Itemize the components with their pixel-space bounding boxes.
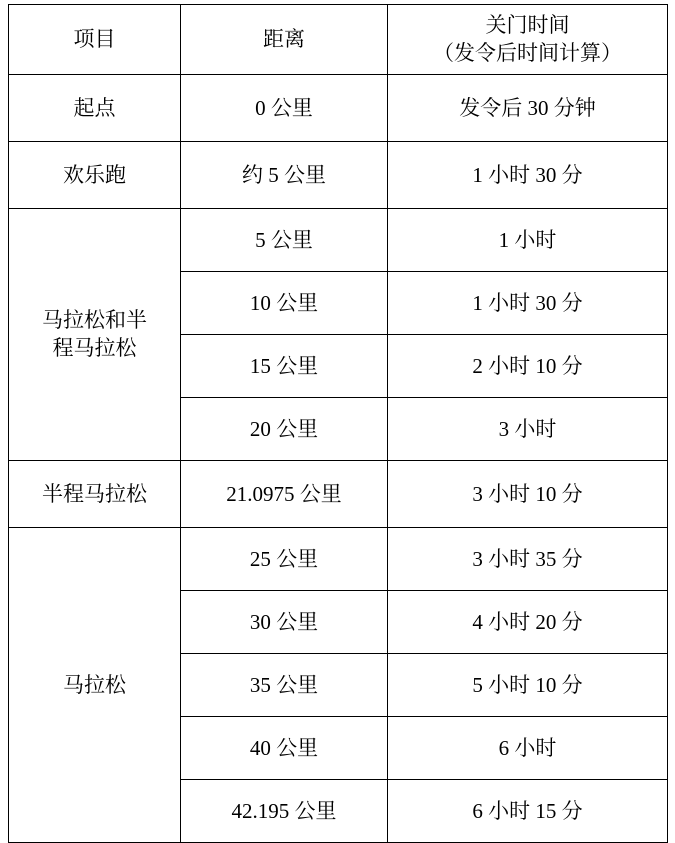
header-distance: 距离: [181, 5, 388, 75]
cell-cutoff-time: 3 小时 35 分: [388, 527, 668, 590]
table-row: [9, 527, 668, 590]
cell-cutoff-time: 1 小时 30 分: [388, 271, 668, 334]
cell-distance: 5 公里: [181, 208, 388, 271]
cell-distance: 15 公里: [181, 334, 388, 397]
cell-item: 起点: [9, 74, 181, 141]
cell-distance: 约 5 公里: [181, 141, 388, 208]
cell-distance: 10 公里: [181, 271, 388, 334]
table-row: [9, 74, 668, 141]
header-cutoff-time: [388, 5, 668, 75]
header-cutoff-time-line1: 关门时间: [485, 13, 570, 37]
cell-cutoff-time: 6 小时: [388, 716, 668, 779]
table-header-row: [9, 5, 668, 75]
cell-cutoff-time: 1 小时: [388, 208, 668, 271]
cell-item-group-marathon-and-half: [9, 208, 181, 460]
table-row: [9, 141, 668, 208]
table-body: [9, 74, 668, 842]
cell-distance: 42.195 公里: [181, 779, 388, 842]
cell-distance: 20 公里: [181, 397, 388, 460]
cell-distance: 21.0975 公里: [181, 460, 388, 527]
header-item: 项目: [9, 5, 181, 75]
cell-item-group-marathon: 马拉松: [9, 527, 181, 842]
header-cutoff-time-line2: （发令后时间计算）: [433, 41, 622, 66]
cell-item: 欢乐跑: [9, 141, 181, 208]
cell-distance: 0 公里: [181, 74, 388, 141]
table-row: [9, 208, 668, 271]
cutoff-time-table: [8, 4, 668, 843]
table-row: [9, 460, 668, 527]
cell-cutoff-time: 5 小时 10 分: [388, 653, 668, 716]
cell-cutoff-time: 1 小时 30 分: [388, 141, 668, 208]
cell-cutoff-time: 3 小时: [388, 397, 668, 460]
cell-distance: 30 公里: [181, 590, 388, 653]
cell-cutoff-time: 3 小时 10 分: [388, 460, 668, 527]
cell-item: 半程马拉松: [9, 460, 181, 527]
cell-cutoff-time: 2 小时 10 分: [388, 334, 668, 397]
cell-distance: 35 公里: [181, 653, 388, 716]
cell-distance: 40 公里: [181, 716, 388, 779]
cell-cutoff-time: 6 小时 15 分: [388, 779, 668, 842]
group-label-line2: 程马拉松: [52, 336, 137, 361]
cell-cutoff-time: 4 小时 20 分: [388, 590, 668, 653]
cell-distance: 25 公里: [181, 527, 388, 590]
cell-cutoff-time: 发令后 30 分钟: [388, 74, 668, 141]
table-header: [9, 5, 668, 75]
group-label-line1: 马拉松和半: [42, 307, 147, 332]
